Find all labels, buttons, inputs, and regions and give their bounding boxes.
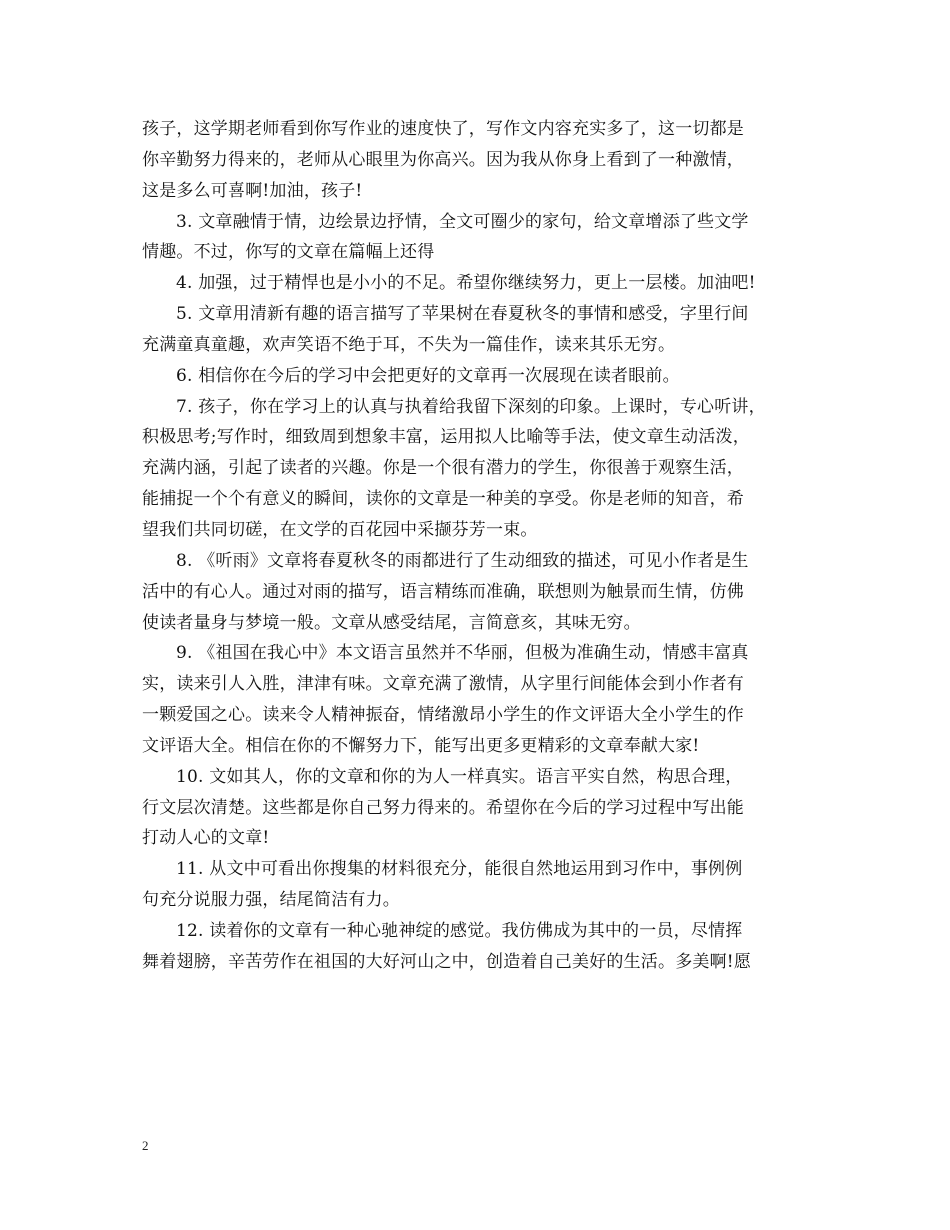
- text-line: 实，读来引人入胜，津津有味。文章充满了激情，从字里行间能体会到小作者有: [142, 674, 744, 695]
- text-line: 6. 相信你在今后的学习中会把更好的文章再一次展现在读者眼前。: [176, 365, 680, 386]
- text-line: 充满内涵，引起了读者的兴趣。你是一个很有潜力的学生，你很善于观察生活，: [142, 458, 744, 479]
- text-line: 望我们共同切磋，在文学的百花园中采撷芬芳一束。: [142, 519, 538, 540]
- text-line: 文评语大全。相信在你的不懈努力下，能写出更多更精彩的文章奉献大家!: [142, 735, 700, 756]
- text-line: 7. 孩子，你在学习上的认真与执着给我留下深刻的印象。上课时，专心听讲，: [176, 396, 766, 417]
- text-line: 11. 从文中可看出你搜集的材料很充分，能很自然地运用到习作中，事例例: [176, 859, 743, 880]
- text-line: 舞着翅膀，辛苦劳作在祖国的大好河山之中，创造着自己美好的生活。多美啊!愿: [142, 951, 752, 972]
- text-line: 孩子，这学期老师看到你写作业的速度快了，写作文内容充实多了，这一切都是: [142, 119, 744, 139]
- page-number: 2: [142, 1138, 149, 1153]
- text-line: 8. 《听雨》文章将春夏秋冬的雨都进行了生动细致的描述，可见小作者是生: [176, 550, 749, 571]
- text-line: 这是多么可喜啊!加油，孩子!: [142, 180, 363, 201]
- text-line: 使读者量身与梦境一般。文章从感受结尾，言简意亥，其味无穷。: [142, 612, 641, 633]
- text-line: 3. 文章融情于情，边绘景边抒情，全文可圈少的家句，给文章增添了些文学: [176, 211, 749, 232]
- text-line: 你辛勤努力得来的，老师从心眼里为你高兴。因为我从你身上看到了一种激情，: [142, 149, 744, 170]
- text-line: 一颗爱国之心。读来令人精神振奋，情绪激昂小学生的作文评语大全小学生的作: [142, 705, 744, 726]
- text-line: 能捕捉一个个有意义的瞬间，读你的文章是一种美的享受。你是老师的知音，希: [142, 489, 744, 510]
- text-line: 4. 加强，过于精悍也是小小的不足。希望你继续努力，更上一层楼。加油吧!: [176, 273, 756, 294]
- page-body: [142, 114, 818, 978]
- text-line: 9. 《祖国在我心中》本文语言虽然并不华丽，但极为准确生动，情感丰富真: [176, 643, 749, 664]
- text-line: 积极思考;写作时，细致周到想象丰富，运用拟人比喻等手法，使文章生动活泼，: [142, 427, 750, 448]
- text-line: 12. 读着你的文章有一种心驰神绽的感觉。我仿佛成为其中的一员，尽情挥: [176, 920, 743, 941]
- text-line: 打动人心的文章!: [142, 828, 270, 849]
- text-line: 行文层次清楚。这些都是你自己努力得来的。希望你在今后的学习过程中写出能: [142, 797, 744, 818]
- text-line: 5. 文章用清新有趣的语言描写了苹果树在春夏秋冬的事情和感受，字里行间: [176, 304, 749, 325]
- text-line: 情趣。不过，你写的文章在篇幅上还得: [142, 242, 435, 263]
- text-line: 句充分说服力强，结尾简洁有力。: [142, 890, 400, 911]
- text-line: 充满童真童趣，欢声笑语不绝于耳，不失为一篇佳作，读来其乐无穷。: [142, 334, 676, 355]
- text-line: 活中的有心人。通过对雨的描写，语言精练而准确，联想则为触景而生情，仿佛: [142, 581, 744, 602]
- text-line: 10. 文如其人，你的文章和你的为人一样真实。语言平实自然，构思合理，: [176, 766, 743, 787]
